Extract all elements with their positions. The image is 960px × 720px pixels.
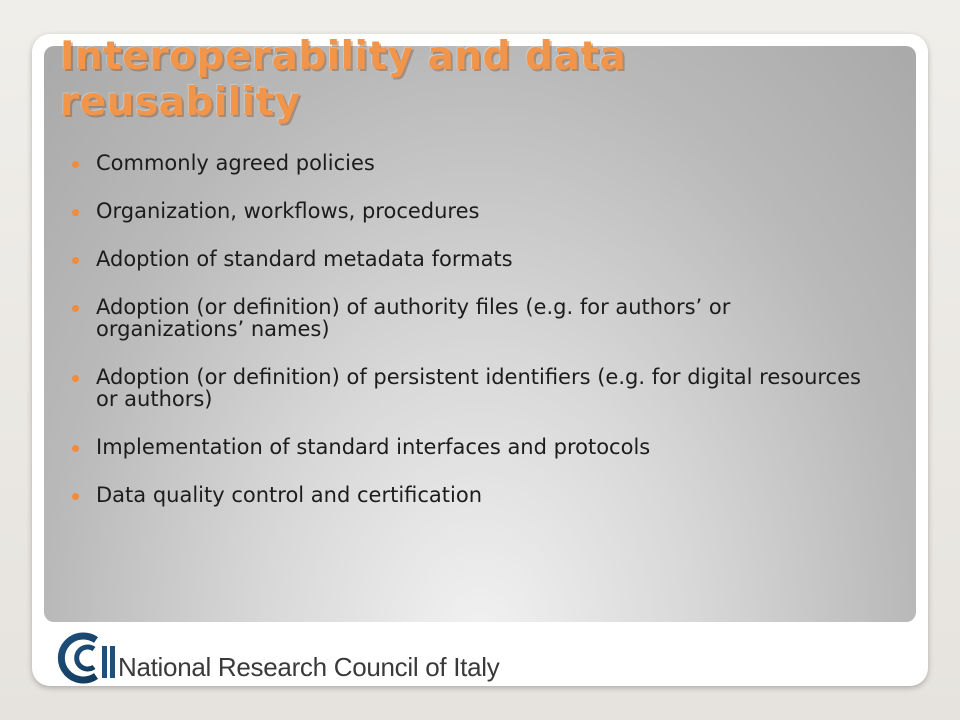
bullet-text: Commonly agreed policies: [96, 151, 375, 175]
list-item: [72, 248, 872, 270]
bullet-icon: [72, 445, 79, 452]
bullet-list: [72, 152, 872, 532]
bullet-icon: [72, 493, 79, 500]
list-item: [72, 436, 872, 458]
list-item: [72, 200, 872, 222]
bullet-text: Data quality control and certification: [96, 483, 483, 507]
bullet-text: Implementation of standard interfaces and protocols: [96, 435, 651, 459]
bullet-icon: [72, 257, 79, 264]
bullet-text: Adoption (or definition) of persistent identifiers (e.g. for digital resources or authors): [96, 365, 861, 411]
bullet-icon: [72, 375, 79, 382]
bullet-text: Adoption of standard metadata formats: [96, 247, 513, 271]
organization-name: National Research Council of Italy: [118, 652, 500, 682]
list-item: [72, 296, 872, 340]
slide-title: Interoperability and data reusability: [60, 34, 627, 125]
bullet-text: Organization, workflows, procedures: [96, 199, 480, 223]
bullet-text: Adoption (or definition) of authority files (e.g. for authors’ or organizations’ names): [96, 295, 731, 341]
bullet-icon: [72, 305, 79, 312]
list-item: [72, 366, 872, 410]
list-item: [72, 152, 872, 174]
list-item: [72, 484, 872, 506]
bullet-icon: [72, 161, 79, 168]
bullet-icon: [72, 209, 79, 216]
